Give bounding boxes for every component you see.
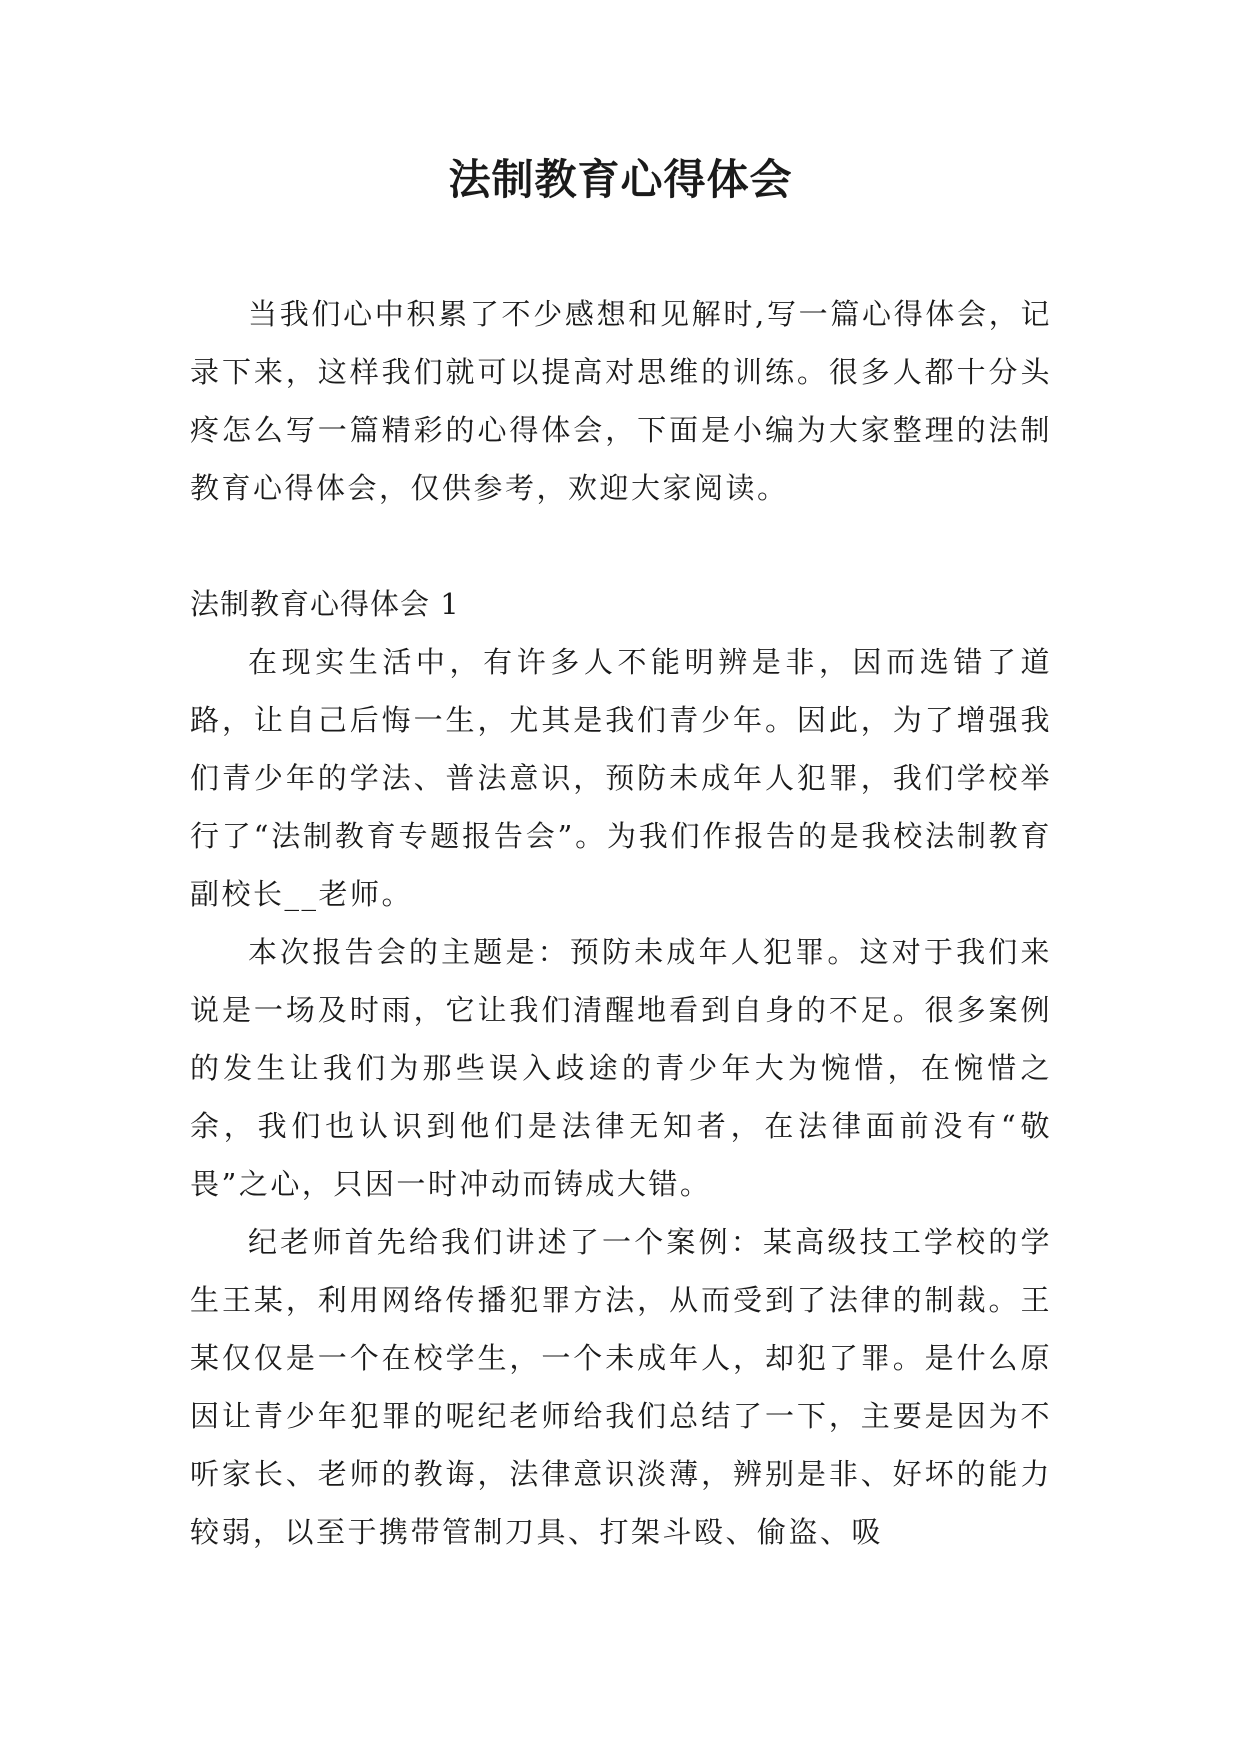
section-heading: 法制教育心得体会 1	[190, 587, 460, 621]
intro-paragraph: 当我们心中积累了不少感想和见解时,写一篇心得体会，记录下来，这样我们就可以提高对思维的训练。很多人都十分头疼怎么写一篇精彩的心得体会，下面是小编为大家整理的法制教育心得体会，仅供参考，欢迎大家阅读。	[190, 297, 1052, 505]
body-paragraph-3: 纪老师首先给我们讲述了一个案例：某高级技工学校的学生王某，利用网络传播犯罪方法，从而受到了法律的制裁。王某仅仅是一个在校学生，一个未成年人，却犯了罪。是什么原因让青少年犯罪的呢纪老师给我们总结了一下，主要是因为不听家长、老师的教诲，法律意识淡薄，辨别是非、好坏的能力较弱，以至于携带管制刀具、打架斗殴、偷盗、吸	[190, 1225, 1052, 1549]
body-paragraph-2: 本次报告会的主题是：预防未成年人犯罪。这对于我们来说是一场及时雨，它让我们清醒地看到自身的不足。很多案例的发生让我们为那些误入歧途的青少年大为惋惜，在惋惜之余，我们也认识到他们是法律无知者，在法律面前没有“敬畏”之心，只因一时冲动而铸成大错。	[190, 935, 1052, 1201]
document-body	[190, 285, 1052, 1561]
paragraph-spacer	[190, 517, 1052, 575]
body-paragraph-1: 在现实生活中，有许多人不能明辨是非，因而选错了道路，让自己后悔一生，尤其是我们青少年。因此，为了增强我们青少年的学法、普法意识，预防未成年人犯罪，我们学校举行了“法制教育专题报告会”。为我们作报告的是我校法制教育副校长__老师。	[190, 645, 1052, 911]
document-title: 法制教育心得体会	[448, 155, 793, 204]
